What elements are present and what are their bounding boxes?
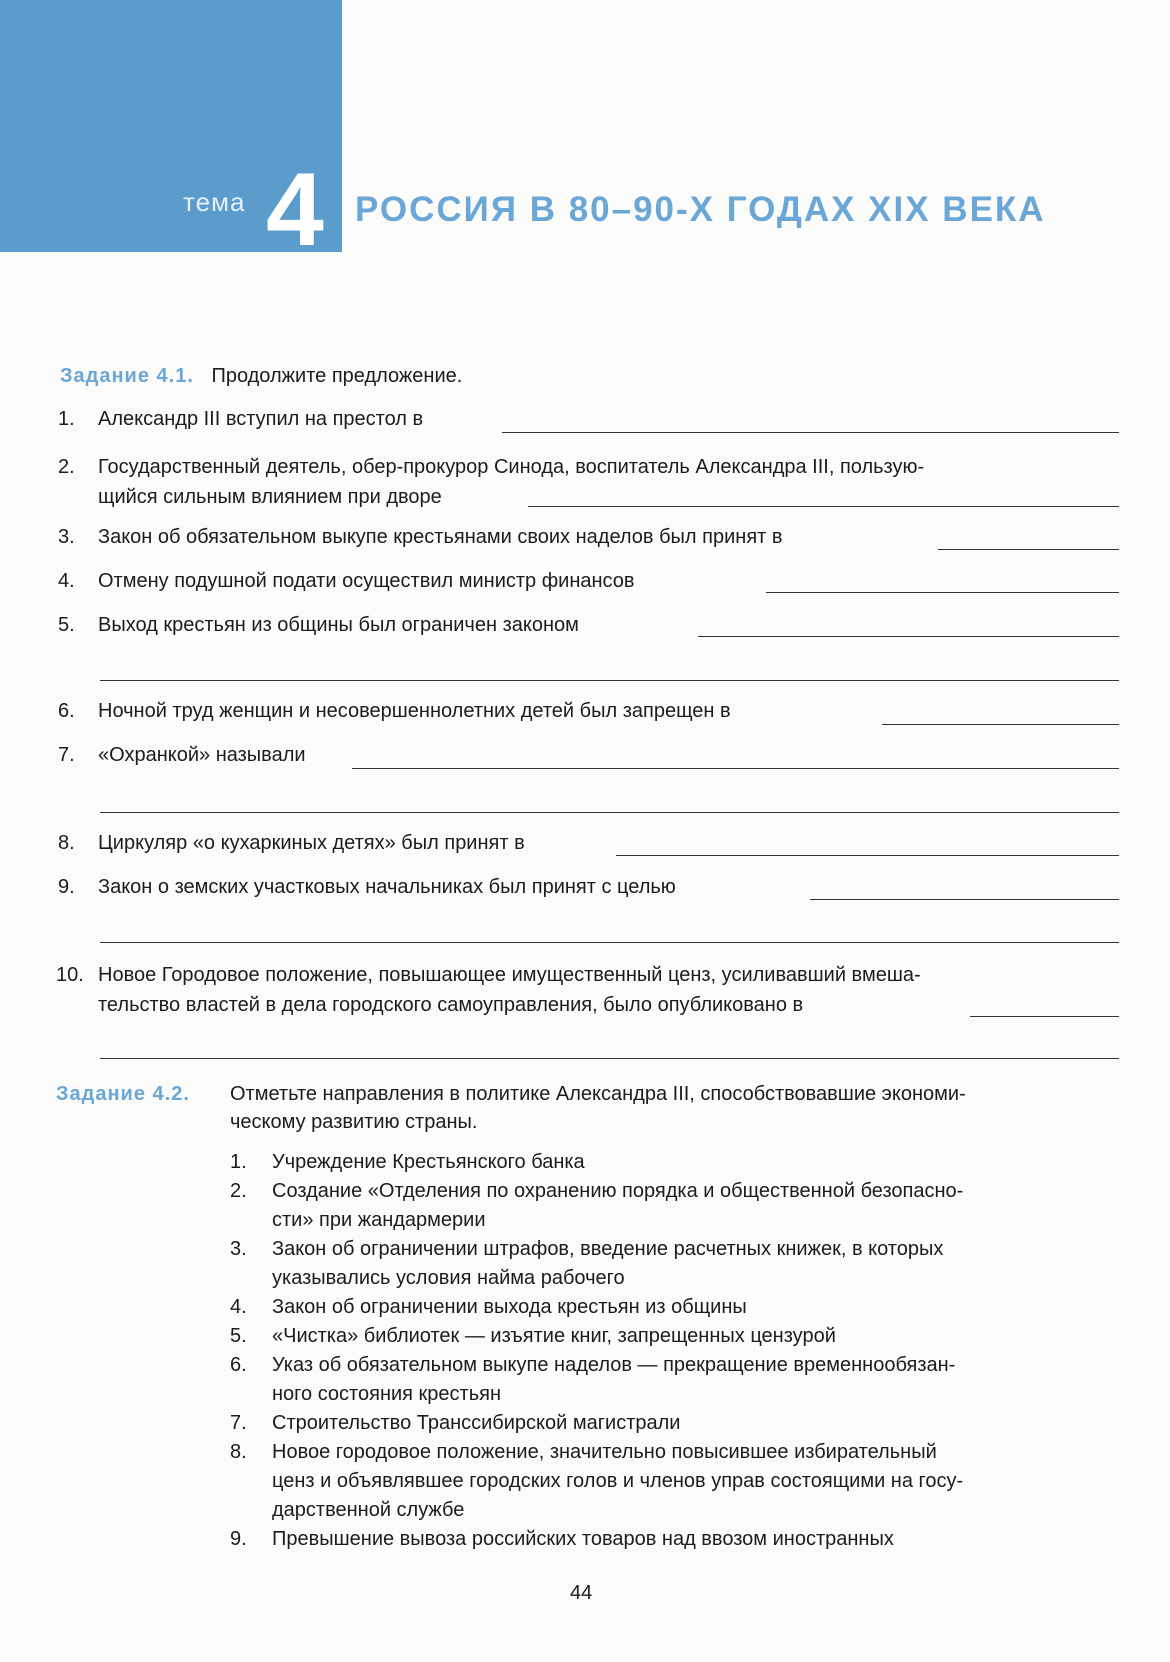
answer-line-4[interactable] [766, 592, 1119, 593]
answer-line-6[interactable] [882, 724, 1119, 725]
option-2[interactable] [230, 1177, 1120, 1235]
item-number: 10. [56, 964, 84, 986]
answer-line-3[interactable] [938, 549, 1119, 550]
option-number: 7. [230, 1412, 247, 1434]
list-item-2 [58, 452, 1118, 512]
task-4-2-heading [56, 1080, 1118, 1138]
item-text: тельство властей в дела городского самоуправления, было опубликовано в [98, 994, 804, 1016]
item-text: щийся сильным влиянием при дворе [98, 486, 442, 508]
answer-line-7a[interactable] [352, 768, 1119, 769]
option-text: Учреждение Крестьянского банка [272, 1151, 585, 1173]
item-number: 6. [58, 700, 75, 722]
tema-word: тема [183, 187, 246, 217]
item-number: 8. [58, 832, 75, 854]
page-number: 44 [570, 1582, 593, 1604]
answer-line-9a[interactable] [810, 899, 1119, 900]
page-title: РОССИЯ В 80–90-Х ГОДАХ XIX ВЕКА [355, 190, 1046, 229]
item-text: Новое Городовое положение, повышающее имущественный ценз, усиливавший вмеша- [98, 964, 921, 986]
item-number: 9. [58, 876, 75, 898]
option-text: «Чистка» библиотек — изъятие книг, запрещенных цензурой [272, 1325, 836, 1347]
item-number: 1. [58, 408, 75, 430]
list-item-8 [58, 828, 1118, 858]
item-number: 2. [58, 456, 75, 478]
task-4-2-label: Задание 4.2. [56, 1083, 190, 1105]
option-3[interactable] [230, 1235, 1120, 1293]
option-text: ного состояния крестьян [272, 1383, 501, 1405]
answer-line-8[interactable] [616, 855, 1119, 856]
answer-line-1[interactable] [502, 432, 1119, 433]
list-item-10 [56, 960, 1118, 1020]
option-5[interactable] [230, 1322, 1120, 1351]
option-text: дарственной службе [272, 1499, 465, 1521]
item-text: Александр III вступил на престол в [98, 408, 424, 430]
option-text: указывались условия найма рабочего [272, 1267, 625, 1289]
list-item-7 [58, 740, 1118, 770]
list-item-6 [58, 696, 1118, 726]
option-number: 3. [230, 1238, 247, 1260]
option-number: 1. [230, 1151, 247, 1173]
item-text: Государственный деятель, обер-прокурор Синода, воспитатель Александра III, пользую- [98, 456, 925, 478]
option-text: Новое городовое положение, значительно повысившее избирательный [272, 1441, 937, 1463]
answer-line-7b[interactable] [100, 812, 1119, 813]
list-item-1 [58, 404, 1118, 434]
item-text: Выход крестьян из общины был ограничен законом [98, 614, 579, 636]
option-9[interactable] [230, 1525, 1120, 1554]
item-text: Ночной труд женщин и несовершеннолетних детей был запрещен в [98, 700, 731, 722]
option-8[interactable] [230, 1438, 1120, 1525]
answer-line-5b[interactable] [100, 680, 1119, 681]
option-7[interactable] [230, 1409, 1120, 1438]
task-4-1-heading [60, 362, 462, 390]
option-text: ценз и объявлявшее городских голов и членов управ состоящими на госу- [272, 1470, 964, 1492]
item-number: 7. [58, 744, 75, 766]
option-number: 2. [230, 1180, 247, 1202]
answer-line-2[interactable] [528, 506, 1119, 507]
answer-line-5a[interactable] [698, 636, 1119, 637]
item-text: Циркуляр «о кухаркиных детях» был принят в [98, 832, 525, 854]
item-number: 5. [58, 614, 75, 636]
option-text: Строительство Транссибирской магистрали [272, 1412, 681, 1434]
option-text: Закон об ограничении выхода крестьян из общины [272, 1296, 747, 1318]
option-number: 4. [230, 1296, 247, 1318]
item-number: 3. [58, 526, 75, 548]
item-text: «Охранкой» называли [98, 744, 306, 766]
option-6[interactable] [230, 1351, 1120, 1409]
option-4[interactable] [230, 1293, 1120, 1322]
item-text: Закон об обязательном выкупе крестьянами своих наделов был принят в [98, 526, 783, 548]
option-number: 8. [230, 1441, 247, 1463]
item-text: Закон о земских участковых начальниках был принят с целью [98, 876, 676, 898]
answer-line-10b[interactable] [100, 1058, 1119, 1059]
option-number: 5. [230, 1325, 247, 1347]
option-text: Превышение вывоза российских товаров над ввозом иностранных [272, 1528, 894, 1550]
option-number: 9. [230, 1528, 247, 1550]
option-text: Закон об ограничении штрафов, введение расчетных книжек, в которых [272, 1238, 944, 1260]
task-4-1-label: Задание 4.1. [60, 365, 194, 387]
task-4-2-instruction: ческому развитию страны. [230, 1111, 478, 1133]
item-number: 4. [58, 570, 75, 592]
answer-line-10a[interactable] [970, 1016, 1119, 1017]
tema-number: 4 [266, 152, 324, 268]
answer-line-9b[interactable] [100, 942, 1119, 943]
item-text: Отмену подушной подати осуществил министр финансов [98, 570, 635, 592]
option-text: Указ об обязательном выкупе наделов — прекращение временнообязан- [272, 1354, 956, 1376]
task-4-2-instruction: Отметьте направления в политике Александра III, способствовавшие экономи- [230, 1083, 966, 1105]
list-item-3 [58, 522, 1118, 552]
list-item-9 [58, 872, 1118, 902]
option-text: Создание «Отделения по охранению порядка и общественной безопасно- [272, 1180, 964, 1202]
option-1[interactable] [230, 1148, 1120, 1177]
option-number: 6. [230, 1354, 247, 1376]
option-text: сти» при жандармерии [272, 1209, 486, 1231]
task-4-1-instruction: Продолжите предложение. [211, 365, 463, 387]
